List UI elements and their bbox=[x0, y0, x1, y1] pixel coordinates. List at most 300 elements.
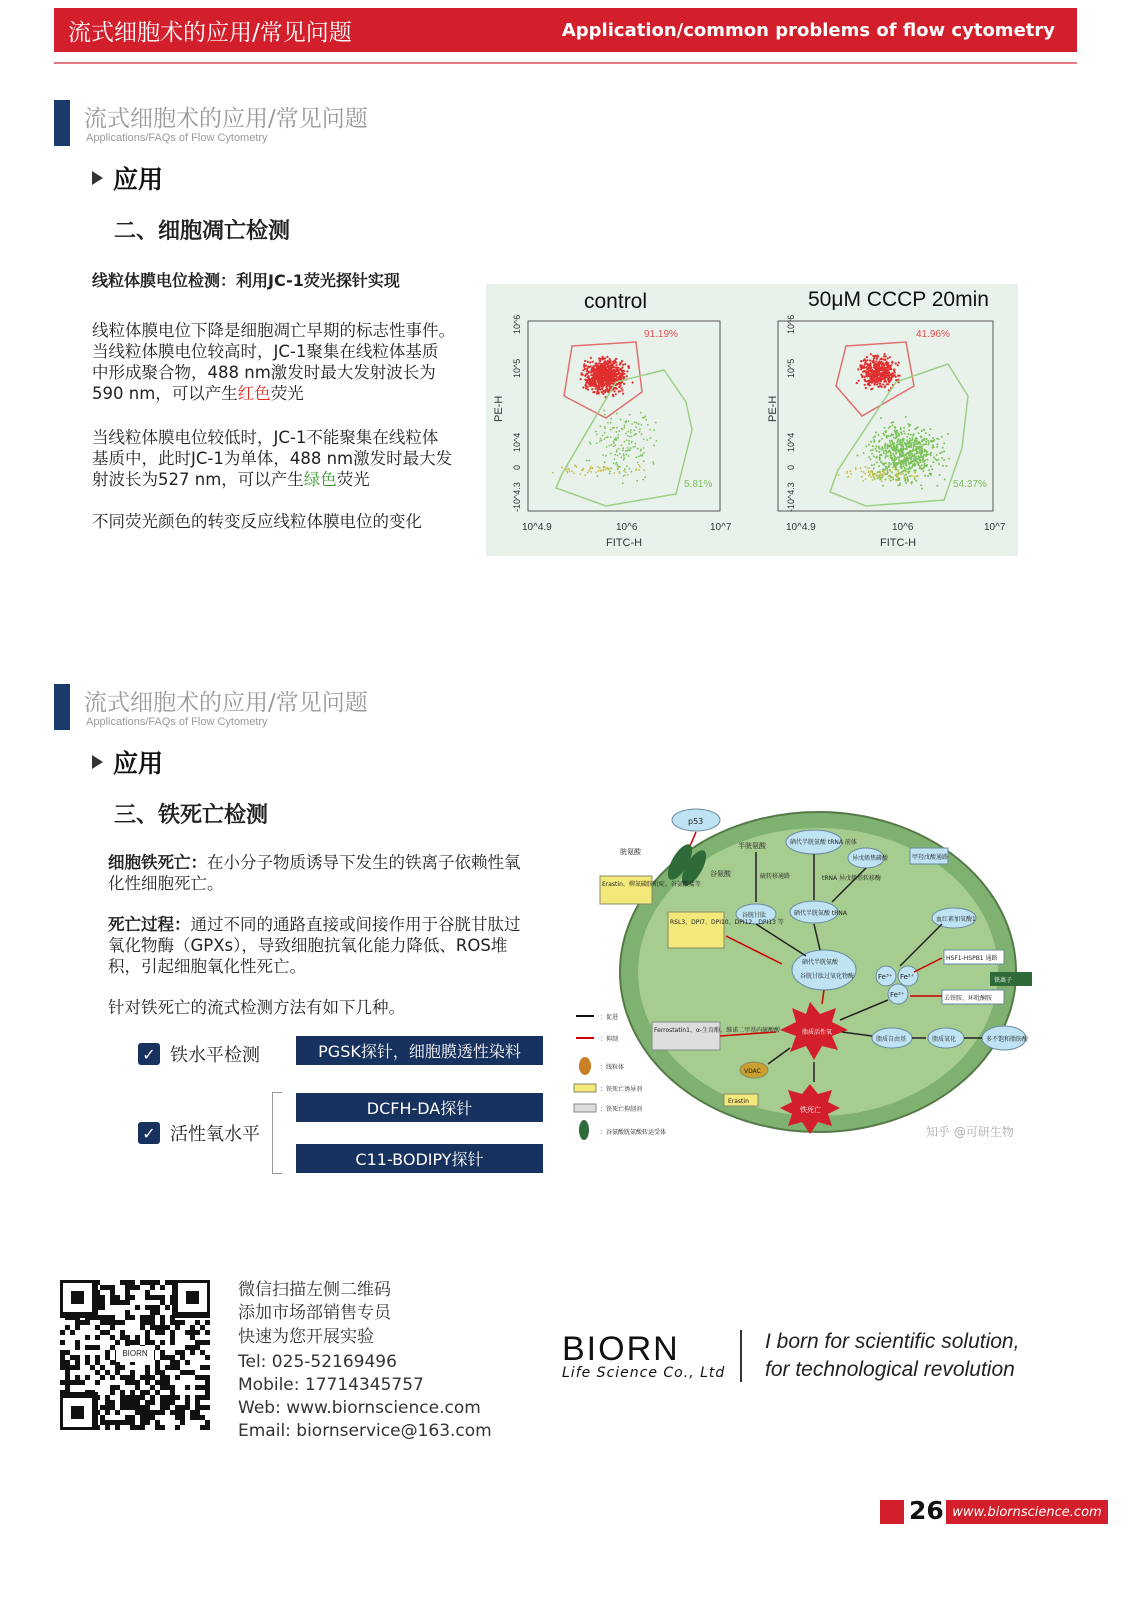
qr-module bbox=[175, 1395, 180, 1400]
scatter-dot bbox=[897, 479, 899, 481]
scatter-dot bbox=[911, 442, 913, 444]
qr-module bbox=[200, 1425, 205, 1430]
scatter-dot bbox=[585, 365, 587, 367]
scatter-dot bbox=[876, 478, 878, 480]
scatter-dot bbox=[611, 444, 613, 446]
qr-module bbox=[205, 1385, 210, 1390]
qr-module bbox=[70, 1355, 75, 1360]
qr-module bbox=[155, 1380, 160, 1385]
scatter-dot bbox=[882, 470, 884, 472]
apply-label: 应用 bbox=[113, 165, 164, 194]
label-erastin-box: Erastin、柳氮磺胺吡啶、谷氨酸盐等 bbox=[602, 881, 701, 888]
scatter-dot bbox=[605, 383, 607, 385]
qr-module bbox=[115, 1420, 120, 1425]
scatter-dot bbox=[932, 461, 934, 463]
scatter-dot bbox=[936, 454, 938, 456]
scatter-dot bbox=[636, 468, 638, 470]
method-c11: C11-BODIPY探针 bbox=[296, 1144, 543, 1173]
scatter-dot bbox=[888, 478, 890, 480]
scatter-dot bbox=[904, 442, 906, 444]
qr-module bbox=[85, 1360, 90, 1365]
scatter-dot bbox=[864, 379, 866, 381]
scatter-dot bbox=[871, 464, 873, 466]
scatter-dot bbox=[919, 449, 921, 451]
scatter-dot bbox=[924, 459, 926, 461]
qr-module bbox=[205, 1405, 210, 1410]
qr-module bbox=[170, 1340, 175, 1345]
scatter-dot bbox=[586, 460, 588, 462]
scatter-dot bbox=[909, 450, 911, 452]
scatter-dot bbox=[876, 462, 878, 464]
qr-module bbox=[125, 1415, 130, 1420]
qr-module bbox=[150, 1400, 155, 1405]
scatter-dot bbox=[906, 442, 908, 444]
scatter-dot bbox=[889, 440, 891, 442]
qr-module bbox=[110, 1360, 115, 1365]
paragraph-high-potential bbox=[92, 320, 482, 404]
scatter-dot bbox=[931, 447, 933, 449]
scatter-dot bbox=[885, 449, 887, 451]
scatter-dot bbox=[898, 449, 900, 451]
qr-module bbox=[135, 1385, 140, 1390]
scatter-dot bbox=[889, 455, 891, 457]
qr-module bbox=[135, 1425, 140, 1430]
scatter-dot bbox=[898, 362, 900, 364]
scatter-dot bbox=[885, 443, 887, 445]
scatter-dot bbox=[889, 442, 891, 444]
scatter-dot bbox=[588, 366, 590, 368]
page-header bbox=[54, 8, 1077, 52]
scatter-dot bbox=[874, 384, 876, 386]
scatter-dot bbox=[904, 454, 906, 456]
qr-module bbox=[165, 1400, 170, 1405]
scatter-dot bbox=[595, 472, 597, 474]
qr-module bbox=[165, 1385, 170, 1390]
scatter-dot bbox=[869, 473, 871, 475]
qr-module bbox=[75, 1345, 80, 1350]
scatter-dot bbox=[601, 388, 603, 390]
scatter-dot bbox=[638, 464, 640, 466]
qr-module bbox=[170, 1320, 175, 1325]
qr-module bbox=[140, 1425, 145, 1430]
qr-module bbox=[155, 1365, 160, 1370]
scatter-dot bbox=[566, 471, 568, 473]
scatter-dot bbox=[865, 478, 867, 480]
scatter-dot bbox=[914, 478, 916, 480]
scatter-dot bbox=[604, 367, 606, 369]
scatter-dot bbox=[900, 431, 902, 433]
qr-module bbox=[170, 1365, 175, 1370]
scatter-dot bbox=[901, 456, 903, 458]
qr-module bbox=[155, 1305, 160, 1310]
qr-module bbox=[125, 1420, 130, 1425]
scatter-dot bbox=[576, 466, 578, 468]
qr-module bbox=[190, 1335, 195, 1340]
scatter-dot bbox=[628, 443, 630, 445]
scatter-dot bbox=[867, 467, 869, 469]
scatter-dot bbox=[878, 447, 880, 449]
scatter-dot bbox=[902, 473, 904, 475]
qr-module bbox=[180, 1405, 185, 1410]
scatter-dot bbox=[943, 451, 945, 453]
scatter-dot bbox=[881, 438, 883, 440]
qr-module bbox=[140, 1325, 145, 1330]
scatter-dot bbox=[610, 467, 612, 469]
qr-module bbox=[165, 1280, 170, 1285]
section-heading bbox=[54, 100, 554, 148]
qr-module bbox=[200, 1395, 205, 1400]
scatter-dot bbox=[606, 467, 608, 469]
scatter-dot bbox=[627, 447, 629, 449]
label-mevalonate: 甲羟戊酸通路 bbox=[912, 854, 949, 861]
apply-heading bbox=[92, 744, 163, 780]
scatter-dot bbox=[586, 373, 588, 375]
scatter-dot bbox=[874, 478, 876, 480]
scatter-dot bbox=[891, 471, 893, 473]
scatter-dot bbox=[911, 439, 913, 441]
scatter-dot bbox=[641, 455, 643, 457]
section-marker bbox=[54, 684, 70, 730]
scatter-dot bbox=[936, 485, 938, 487]
qr-module bbox=[160, 1370, 165, 1375]
scatter-dot bbox=[584, 360, 586, 362]
qr-module bbox=[160, 1320, 165, 1325]
scatter-dot bbox=[873, 366, 875, 368]
scatter-dot bbox=[631, 441, 633, 443]
qr-module bbox=[130, 1370, 135, 1375]
text-line: 线粒体膜电位下降是细胞凋亡早期的标志性事件。 bbox=[92, 321, 455, 340]
qr-module bbox=[145, 1400, 150, 1405]
scatter-dot bbox=[894, 374, 896, 376]
scatter-dot bbox=[888, 462, 890, 464]
scatter-dot bbox=[913, 455, 915, 457]
scatter-dot bbox=[589, 468, 591, 470]
scatter-dot bbox=[590, 471, 592, 473]
scatter-dot bbox=[870, 476, 872, 478]
qr-module bbox=[60, 1340, 65, 1345]
qr-module bbox=[150, 1285, 155, 1290]
scatter-dot bbox=[914, 472, 916, 474]
scatter-dot bbox=[903, 459, 905, 461]
page-website[interactable]: www.biornscience.com bbox=[946, 1500, 1108, 1524]
qr-module bbox=[75, 1325, 80, 1330]
qr-module bbox=[160, 1300, 165, 1305]
scatter-dot bbox=[870, 388, 872, 390]
scatter-dot bbox=[896, 444, 898, 446]
methods-intro: 针对铁死亡的流式检测方法有如下几种。 bbox=[108, 998, 405, 1017]
scatter-dot bbox=[927, 440, 929, 442]
qr-module bbox=[110, 1345, 115, 1350]
scatter-dot bbox=[907, 460, 909, 462]
scatter-dot bbox=[894, 469, 896, 471]
qr-module bbox=[170, 1355, 175, 1360]
qr-module bbox=[180, 1355, 185, 1360]
scatter-dot bbox=[855, 467, 857, 469]
qr-module bbox=[175, 1375, 180, 1380]
scatter-dot bbox=[890, 368, 892, 370]
scatter-dot bbox=[928, 434, 930, 436]
scatter-dot bbox=[603, 370, 605, 372]
scatter-dot bbox=[890, 452, 892, 454]
qr-module bbox=[130, 1395, 135, 1400]
scatter-dot bbox=[615, 431, 617, 433]
contact-email[interactable]: Email: biornservice@163.com bbox=[238, 1421, 492, 1441]
qr-module bbox=[130, 1405, 135, 1410]
scatter-dot bbox=[617, 455, 619, 457]
scatter-dot bbox=[618, 383, 620, 385]
scatter-dot bbox=[607, 366, 609, 368]
scatter-dot bbox=[900, 473, 902, 475]
qr-module bbox=[130, 1285, 135, 1290]
scatter-dot bbox=[610, 422, 612, 424]
label-transferrin: 血红素加氧酶1 bbox=[936, 916, 976, 923]
scatter-dot bbox=[885, 380, 887, 382]
scatter-dot bbox=[891, 457, 893, 459]
scatter-dot bbox=[623, 459, 625, 461]
scatter-dot bbox=[922, 444, 924, 446]
scatter-dot bbox=[936, 459, 938, 461]
qr-module bbox=[105, 1395, 110, 1400]
qr-module bbox=[130, 1390, 135, 1395]
scatter-dot bbox=[898, 471, 900, 473]
scatter-dot bbox=[943, 442, 945, 444]
qr-module bbox=[195, 1385, 200, 1390]
qr-module bbox=[200, 1415, 205, 1420]
checkmark-icon: ✓ bbox=[138, 1122, 160, 1144]
qr-module bbox=[195, 1410, 200, 1415]
scatter-dot bbox=[596, 362, 598, 364]
scatter-dot bbox=[899, 484, 901, 486]
scatter-dot bbox=[609, 371, 611, 373]
scatter-dot bbox=[912, 449, 914, 451]
scatter-dot bbox=[930, 428, 932, 430]
scatter-dot bbox=[604, 414, 606, 416]
scatter-dot bbox=[605, 376, 607, 378]
p53-label: p53 bbox=[688, 817, 704, 826]
scatter-dot bbox=[612, 373, 614, 375]
qr-module bbox=[100, 1320, 105, 1325]
qr-module bbox=[150, 1385, 155, 1390]
label-fe3: Fe³⁺ bbox=[878, 973, 893, 981]
contact-web[interactable]: Web: www.biornscience.com bbox=[238, 1398, 481, 1418]
scatter-dot bbox=[887, 447, 889, 449]
scatter-dot bbox=[624, 475, 626, 477]
qr-module bbox=[60, 1360, 65, 1365]
scatter-dot bbox=[649, 429, 651, 431]
qr-module bbox=[110, 1325, 115, 1330]
scatter-dot bbox=[873, 475, 875, 477]
section-title-en: Applications/FAQs of Flow Cytometry bbox=[86, 132, 268, 144]
scatter-dot bbox=[862, 371, 864, 373]
pathway-svg bbox=[570, 802, 1040, 1152]
label-lipid-free: 脂质自由基 bbox=[876, 1036, 907, 1043]
ferroptosis-definition: 细胞铁死亡：在小分子物质诱导下发生的铁离子依赖性氧 化性细胞死亡。 bbox=[108, 853, 521, 893]
scatter-dot bbox=[609, 473, 611, 475]
qr-module bbox=[140, 1415, 145, 1420]
method-heading: 线粒体膜电位检测：利用JC-1荧光探针实现 bbox=[92, 271, 400, 290]
scatter-dot bbox=[601, 440, 603, 442]
scatter-dot bbox=[926, 438, 928, 440]
scatter-dot bbox=[611, 375, 613, 377]
green-highlight: 绿色 bbox=[303, 470, 337, 489]
scatter-dot bbox=[886, 435, 888, 437]
scatter-dot bbox=[896, 430, 898, 432]
scatter-dot bbox=[882, 485, 884, 487]
scatter-dot bbox=[621, 444, 623, 446]
qr-finder-center bbox=[71, 1406, 84, 1419]
x-tick: 10^6 bbox=[892, 522, 914, 533]
scatter-dot bbox=[948, 458, 950, 460]
qr-module bbox=[115, 1340, 120, 1345]
scatter-dot bbox=[602, 435, 604, 437]
scatter-dot bbox=[587, 472, 589, 474]
label-trna-iso: tRNA 异戊烯基转移酶 bbox=[822, 875, 882, 882]
scatter-dot bbox=[645, 419, 647, 421]
scatter-dot bbox=[903, 465, 905, 467]
scatter-dot bbox=[905, 471, 907, 473]
scatter-dot bbox=[612, 363, 614, 365]
label-fe2a: Fe²⁺ bbox=[900, 973, 915, 981]
scatter-dot bbox=[594, 378, 596, 380]
qr-module bbox=[125, 1280, 130, 1285]
scatter-dot bbox=[887, 470, 889, 472]
scatter-dot bbox=[920, 484, 922, 486]
scatter-dot bbox=[899, 482, 901, 484]
qr-module bbox=[190, 1330, 195, 1335]
scatter-dot bbox=[613, 472, 615, 474]
scatter-dot bbox=[905, 458, 907, 460]
scatter-dot bbox=[892, 453, 894, 455]
scatter-dot bbox=[895, 433, 897, 435]
qr-module bbox=[155, 1345, 160, 1350]
scatter-dot bbox=[884, 385, 886, 387]
scatter-dot bbox=[597, 475, 599, 477]
scatter-dot bbox=[883, 434, 885, 436]
scatter-dot bbox=[639, 431, 641, 433]
qr-module bbox=[85, 1375, 90, 1380]
qr-module bbox=[120, 1335, 125, 1340]
scatter-dot bbox=[888, 376, 890, 378]
scatter-dot bbox=[924, 443, 926, 445]
label-ipp: 异戊烯焦磷酸 bbox=[852, 855, 889, 862]
qr-module bbox=[205, 1375, 210, 1380]
scatter-dot bbox=[616, 427, 618, 429]
qr-module bbox=[205, 1330, 210, 1335]
scatter-dot bbox=[899, 453, 901, 455]
scatter-dot bbox=[895, 437, 897, 439]
scatter-dot bbox=[864, 376, 866, 378]
qr-module bbox=[205, 1425, 210, 1430]
scatter-dot bbox=[896, 476, 898, 478]
scatter-dot bbox=[925, 432, 927, 434]
qr-module bbox=[170, 1330, 175, 1335]
scatter-dot bbox=[587, 389, 589, 391]
scatter-dot bbox=[908, 429, 910, 431]
scatter-dot bbox=[891, 434, 893, 436]
scatter-dot bbox=[631, 471, 633, 473]
scatter-dot bbox=[625, 433, 627, 435]
scatter-dot bbox=[900, 449, 902, 451]
bracket bbox=[272, 1092, 282, 1174]
scatter-dot bbox=[928, 442, 930, 444]
scatter-dot bbox=[597, 470, 599, 472]
scatter-dot bbox=[592, 361, 594, 363]
qr-module bbox=[110, 1320, 115, 1325]
qr-module bbox=[160, 1315, 165, 1320]
scatter-dot bbox=[918, 432, 920, 434]
qr-module bbox=[195, 1375, 200, 1380]
scatter-dot bbox=[888, 427, 890, 429]
scatter-dot bbox=[923, 454, 925, 456]
scatter-dot bbox=[876, 383, 878, 385]
scatter-dot bbox=[879, 385, 881, 387]
qr-module bbox=[105, 1370, 110, 1375]
scatter-dot bbox=[650, 437, 652, 439]
scatter-dot bbox=[884, 470, 886, 472]
scatter-dot bbox=[643, 460, 645, 462]
scatter-dot bbox=[598, 380, 600, 382]
scatter-dot bbox=[846, 472, 848, 474]
scatter-dot bbox=[930, 454, 932, 456]
scatter-dot bbox=[913, 457, 915, 459]
y-tick: 0 bbox=[786, 464, 796, 470]
qr-module bbox=[125, 1405, 130, 1410]
scatter-dot bbox=[885, 479, 887, 481]
scatter-dot bbox=[896, 473, 898, 475]
qr-module bbox=[160, 1410, 165, 1415]
header-title-en: Application/common problems of flow cytometry bbox=[561, 19, 1055, 41]
scatter-dot bbox=[585, 385, 587, 387]
qr-module bbox=[115, 1370, 120, 1375]
qr-module bbox=[105, 1320, 110, 1325]
scatter-dot bbox=[876, 474, 878, 476]
qr-module bbox=[155, 1325, 160, 1330]
legend-inducer-swatch bbox=[574, 1084, 596, 1092]
scatter-dot bbox=[625, 450, 627, 452]
scatter-dot bbox=[889, 426, 891, 428]
qr-module bbox=[65, 1325, 70, 1330]
y-tick: -10^4.3 bbox=[786, 482, 796, 512]
scatter-dot bbox=[864, 473, 866, 475]
scatter-dot bbox=[606, 385, 608, 387]
qr-module bbox=[160, 1375, 165, 1380]
scatter-dot bbox=[596, 434, 598, 436]
scatter-dot bbox=[589, 441, 591, 443]
qr-module bbox=[65, 1365, 70, 1370]
qr-module bbox=[125, 1290, 130, 1295]
scatter-dot bbox=[593, 391, 595, 393]
scatter-dot bbox=[624, 468, 626, 470]
scatter-dot bbox=[874, 435, 876, 437]
triangle-bullet-icon bbox=[92, 171, 103, 185]
scatter-dot bbox=[869, 367, 871, 369]
scatter-dot bbox=[889, 380, 891, 382]
scatter-dot bbox=[928, 444, 930, 446]
scatter-dot bbox=[624, 427, 626, 429]
scatter-dot bbox=[944, 478, 946, 480]
scatter-dot bbox=[596, 364, 598, 366]
scatter-dot bbox=[616, 376, 618, 378]
scatter-dot bbox=[582, 468, 584, 470]
scatter-dot bbox=[904, 475, 906, 477]
scatter-dot bbox=[873, 441, 875, 443]
scatter-dot bbox=[870, 471, 872, 473]
qr-finder-center bbox=[186, 1291, 199, 1304]
scatter-dot bbox=[561, 467, 563, 469]
plot-title-cccp: 50μM CCCP 20min bbox=[808, 288, 989, 311]
qr-module bbox=[205, 1420, 210, 1425]
qr-module bbox=[145, 1280, 150, 1285]
